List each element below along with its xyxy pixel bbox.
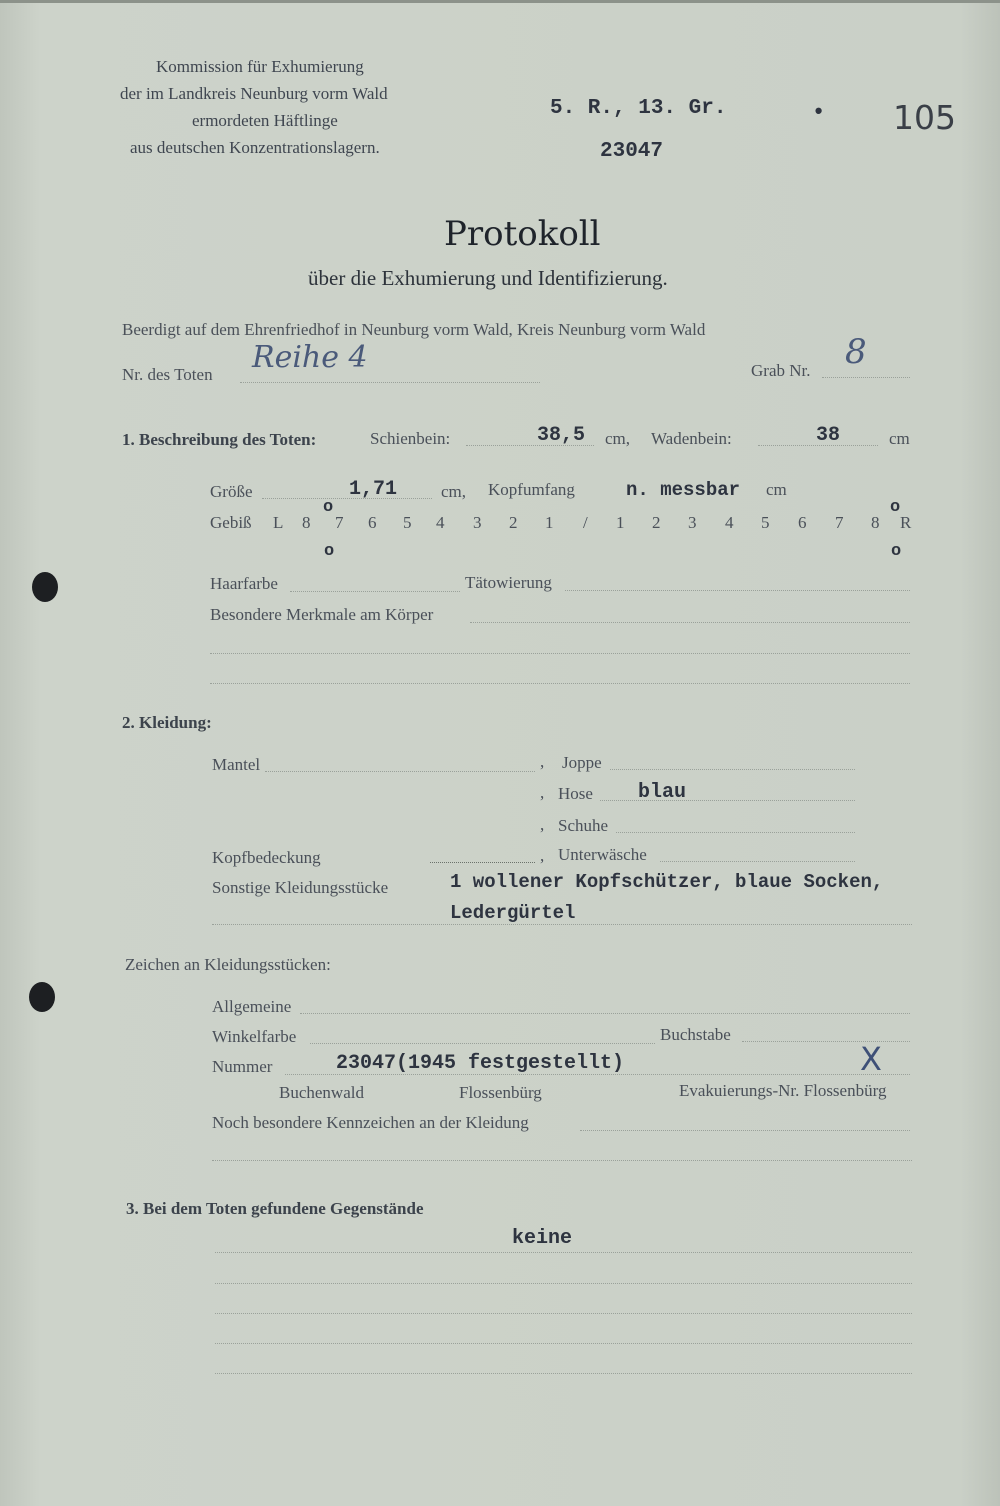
mantel-label: Mantel — [212, 755, 261, 774]
tooth-mark-upper-right: o — [890, 498, 901, 517]
grab-value-handwritten: 8 — [845, 332, 867, 372]
sonstige-label: Sonstige Kleidungsstücke — [212, 878, 389, 897]
nr-label: Nr. des Toten — [122, 365, 213, 384]
buchenwald-label: Buchenwald — [279, 1083, 364, 1102]
prisoner-number-stamp: 23047 — [600, 140, 664, 163]
x-mark: X — [860, 1040, 882, 1078]
kopfbedeckung-label: Kopfbedeckung — [212, 848, 321, 867]
page-title: Protokoll — [444, 214, 601, 254]
cm-4: cm — [766, 480, 787, 499]
tooth-right-6: 6 — [798, 513, 807, 532]
nummer-label: Nummer — [212, 1057, 273, 1076]
evak-label: Evakuierungs-Nr. Flossenbürg — [679, 1081, 887, 1100]
tooth-mark-upper-left: o — [323, 498, 334, 517]
noch-label: Noch besondere Kennzeichen an der Kleidung — [212, 1113, 529, 1132]
merkmale-label: Besondere Merkmale am Körper — [210, 605, 434, 624]
taetowierung-label: Tätowierung — [465, 573, 552, 592]
nr-value-handwritten: Reihe 4 — [252, 340, 368, 375]
tooth-mark-lower-right: o — [891, 542, 902, 561]
org-line-3: ermordeten Häftlinge — [192, 111, 338, 130]
hose-label: Hose — [558, 784, 593, 803]
cm-3: cm, — [441, 482, 467, 501]
grab-label: Grab Nr. — [751, 361, 811, 380]
page-marker: • — [812, 100, 826, 125]
burial-line: Beerdigt auf dem Ehrenfriedhof in Neunburg vorm Wald, Kreis Neunburg vorm Wald — [122, 320, 706, 339]
wadenbein-label: Wadenbein: — [651, 429, 732, 448]
flossenbuerg-label: Flossenbürg — [459, 1083, 542, 1102]
tooth-left-1: 1 — [545, 513, 554, 532]
tooth-right-7: 7 — [835, 513, 844, 532]
wadenbein-value: 38 — [816, 424, 841, 447]
tooth-left-7: 7 — [335, 513, 344, 532]
tooth-mark-lower-left: o — [324, 542, 335, 561]
section3-label: 3. Bei dem Toten gefundene Gegenstände — [126, 1199, 424, 1218]
section3-value: keine — [512, 1227, 573, 1250]
row-grave-stamp: 5. R., 13. Gr. — [550, 97, 727, 120]
kopfumfang-label: Kopfumfang — [488, 480, 575, 499]
comma-hose: , — [540, 783, 545, 802]
tooth-left-6: 6 — [368, 513, 377, 532]
joppe-label: Joppe — [562, 753, 602, 772]
tooth-right-5: 5 — [761, 513, 770, 532]
comma-schuhe: , — [540, 815, 545, 834]
kopfumfang-value: n. messbar — [626, 479, 741, 501]
sonstige-value-line1: 1 wollener Kopfschützer, blaue Socken, — [450, 871, 884, 893]
tooth-left-5: 5 — [403, 513, 412, 532]
punch-hole-top — [32, 572, 58, 602]
haarfarbe-label: Haarfarbe — [210, 574, 278, 593]
sonstige-value-line2: Ledergürtel — [450, 902, 576, 924]
tooth-right-2: 2 — [652, 513, 661, 532]
tooth-left-8: 8 — [302, 513, 311, 532]
comma-joppe: , — [540, 752, 545, 771]
buchstabe-label: Buchstabe — [660, 1025, 731, 1044]
org-line-4: aus deutschen Konzentrationslagern. — [130, 138, 380, 157]
comma-unterwaesche: , — [540, 846, 545, 865]
tooth-left-2: 2 — [509, 513, 518, 532]
page-number: 105 — [893, 98, 956, 137]
top-edge — [0, 0, 1000, 3]
schienbein-label: Schienbein: — [370, 429, 451, 448]
tooth-right-8: 8 — [871, 513, 880, 532]
punch-hole-bottom — [29, 982, 55, 1012]
gebiss-left-letter: L — [273, 513, 284, 532]
allgemeine-label: Allgemeine — [212, 997, 292, 1016]
winkelfarbe-label: Winkelfarbe — [212, 1027, 297, 1046]
tooth-right-3: 3 — [688, 513, 697, 532]
org-line-1: Kommission für Exhumierung — [156, 57, 364, 76]
schuhe-label: Schuhe — [558, 816, 609, 835]
unterwaesche-label: Unterwäsche — [558, 845, 647, 864]
hose-value: blau — [638, 781, 687, 804]
tooth-left-4: 4 — [436, 513, 445, 532]
groesse-label: Größe — [210, 482, 253, 501]
cm-2: cm — [889, 429, 910, 448]
nummer-value: 23047(1945 festgestellt) — [336, 1052, 625, 1075]
schienbein-value: 38,5 — [537, 424, 586, 447]
section2-label: 2. Kleidung: — [122, 713, 212, 732]
zeichen-label: Zeichen an Kleidungsstücken: — [125, 955, 331, 974]
tooth-left-3: 3 — [473, 513, 482, 532]
cm-1: cm, — [605, 429, 631, 448]
gebiss-right-letter: R — [900, 513, 912, 532]
org-line-2: der im Landkreis Neunburg vorm Wald — [120, 84, 388, 103]
page-subtitle: über die Exhumierung und Identifizierung. — [308, 266, 668, 290]
tooth-right-4: 4 — [725, 513, 734, 532]
tooth-right-1: 1 — [616, 513, 625, 532]
groesse-value: 1,71 — [349, 478, 398, 501]
section1-label: 1. Beschreibung des Toten: — [122, 430, 317, 449]
teeth-separator: / — [583, 513, 588, 532]
gebiss-label: Gebiß — [210, 513, 252, 532]
